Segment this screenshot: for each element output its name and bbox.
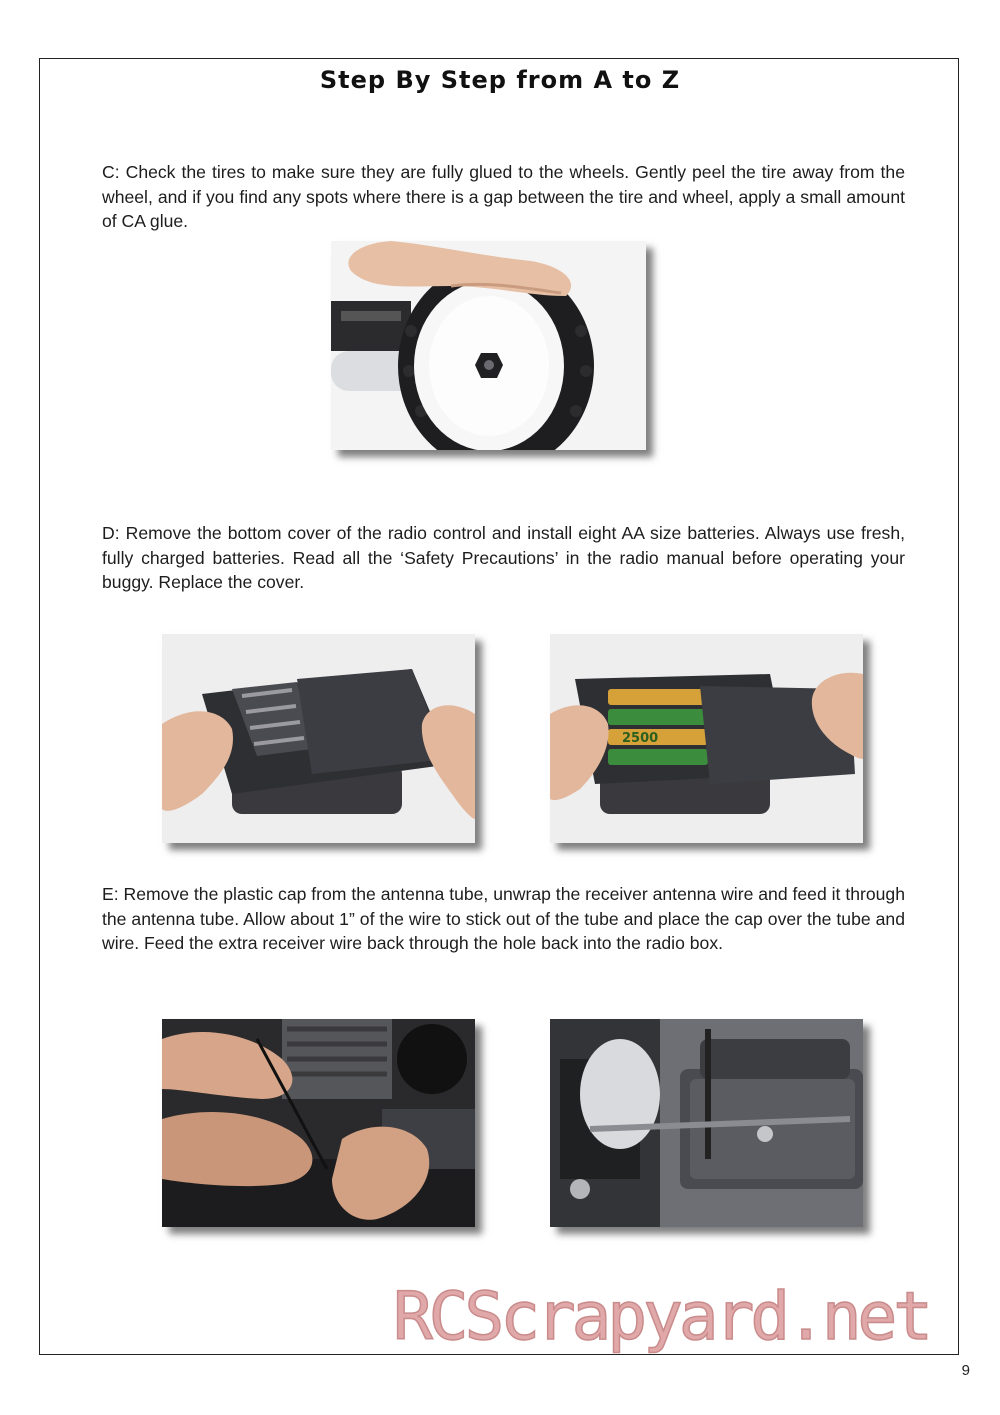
antenna-tube-photo xyxy=(550,1019,863,1227)
tire-photo xyxy=(331,241,646,450)
battery-label: 2500 xyxy=(622,731,659,746)
page-number: 9 xyxy=(961,1362,970,1379)
step-e-text: E: Remove the plastic cap from the antenna tube, unwrap the receiver antenna wire and feed it through the antenna tube. Allow about 1” of the wire to stick out of the tube and place the cap over the tube and wire. Feed the extra receiver wire back through the hole back into the radio box. xyxy=(102,884,905,953)
watermark: RCScrapyard.net xyxy=(393,1278,930,1355)
antenna-wire-photo xyxy=(162,1019,475,1227)
step-d-text: D: Remove the bottom cover of the radio control and install eight AA size batteries. Always use fresh, fully charged batteries. Read all the ‘Safety Precautions’ in the radio manual before operating your buggy. Replace the cover. xyxy=(102,523,905,592)
radio-cover-photo xyxy=(162,634,475,843)
step-c-text: C: Check the tires to make sure they are fully glued to the wheels. Gently peel the tire away from the wheel, and if you find any spots where there is a gap between the tire and wheel, apply a small amount of CA glue. xyxy=(102,162,905,231)
page-title: Step By Step from A to Z xyxy=(319,66,681,94)
radio-batteries-photo xyxy=(550,634,863,843)
